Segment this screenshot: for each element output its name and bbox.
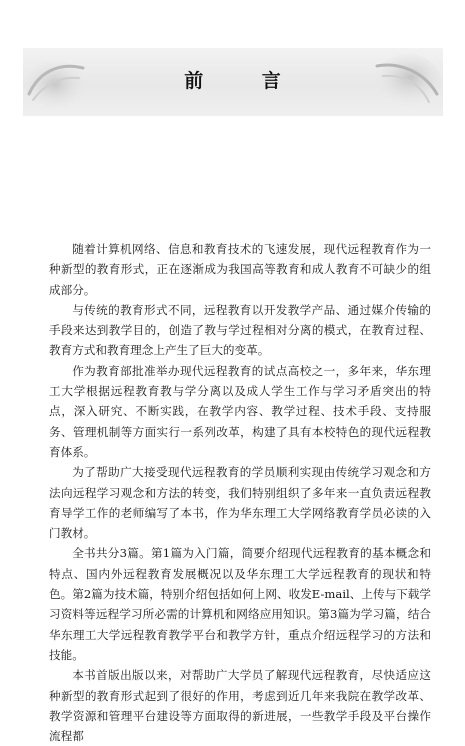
page-title: 前 言 [184,70,307,92]
paragraph: 为了帮助广大接受现代远程教育的学员顺利实现由传统学习观念和方法向远程学习观念和方法的转变，我们特别组织了多年来一直负责远程教育导学工作的老师编写了本书，作为华东理工大学网络教育学员必读的入门教材。 [49,465,431,541]
paragraph: 全书共分3篇。第1篇为入门篇，简要介绍现代远程教育的基本概念和特点、国内外远程教育发展概况以及华东理工大学远程教育的现状和特色。第2篇为技术篇，特别介绍包括如何上网、收发E-mail、上传与下载学习资料等远程学习所必需的计算机和网络应用知识。第3篇为学习篇，结合华东理工大学远程教育教学平台和教学方针，重点介绍远程学习的方法和技能。 [49,546,431,662]
preface-body [49,239,431,746]
paragraph: 本书首版出版以来，对帮助广大学员了解现代远程教育，尽快适应这种新型的教育形式起到了很好的作用，考虑到近几年来我院在教学改革、教学资源和管理平台建设等方面取得的新进展，一些教学手段及平台操作流程都 [49,668,431,744]
paragraph: 与传统的教育形式不同，远程教育以开发教学产品、通过媒介传输的手段来达到教学目的，创造了教与学过程相对分离的模式，在教育过程、教育方式和教育理念上产生了巨大的变革。 [49,302,431,358]
paragraph: 作为教育部批准举办现代远程教育的试点高校之一，多年来，华东理工大学根据远程教育教与学分离以及成人学生工作与学习矛盾突出的特点，深入研究、不断实践，在教学内容、教学过程、技术手段、支持服务、管理机制等方面实行一系列改革，构建了具有本校特色的现代远程教育体系。 [49,363,431,459]
paragraph: 随着计算机网络、信息和教育技术的飞速发展，现代远程教育作为一种新型的教育形式，正在逐渐成为我国高等教育和成人教育不可缺少的组成部分。 [49,242,431,297]
